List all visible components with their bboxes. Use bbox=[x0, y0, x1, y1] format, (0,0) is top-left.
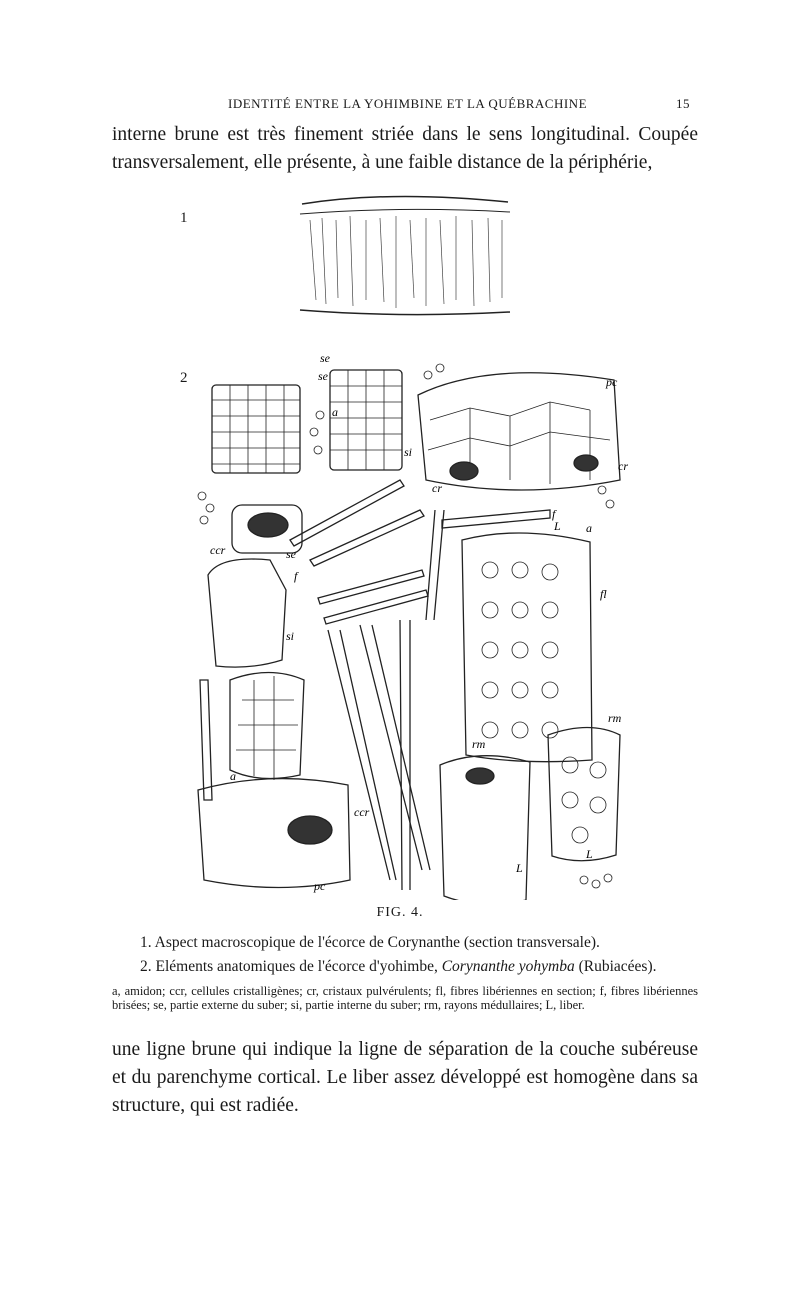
page-number: 15 bbox=[676, 96, 690, 111]
figure-annotation: si bbox=[404, 445, 413, 459]
figure-annotation: ccr bbox=[354, 805, 370, 819]
figure-annotation: si bbox=[286, 629, 295, 643]
figure-annotation: f bbox=[552, 507, 556, 521]
caption-item-2-prefix: 2. Eléments anatomiques de l'écorce d'yohimbe, bbox=[140, 958, 438, 975]
figure-legend: a, amidon; ccr, cellules cristalligènes; cr, cristaux pulvérulents; fl, fibres libériennes en section; f, fibres libériennes brisées; se, partie externe du suber; si, partie interne du suber; rm, rayons médullaires; L, liber. bbox=[112, 984, 698, 1012]
body-text-bottom: une ligne brune qui indique la ligne de séparation de la couche subéreuse et du parenchyme cortical. Le liber assez développé est homogène dans sa structure, qui est radiée. bbox=[112, 1039, 698, 1116]
caption-item-2-suffix: (Rubiacées). bbox=[578, 958, 657, 975]
figure-annotation: L bbox=[586, 847, 593, 861]
caption-item-2 bbox=[140, 958, 700, 976]
figure-annotation: se bbox=[318, 369, 328, 383]
figure-annotation: se bbox=[286, 547, 296, 561]
macroscopic-section-illustration bbox=[300, 196, 510, 314]
figure-annotation: cr bbox=[618, 459, 628, 473]
body-text-top: interne brune est très finement striée dans le sens longitudinal. Coupée transversalement, elle présente, à une faible distance de la périphérie, bbox=[112, 124, 698, 173]
figure-annotation: fl bbox=[600, 587, 607, 601]
caption-item-2-species: Corynanthe yohymba bbox=[441, 958, 575, 975]
figure-annotation: rm bbox=[608, 711, 622, 725]
figure-annotation: pc bbox=[314, 879, 326, 893]
figure-annotation: se bbox=[320, 351, 330, 365]
figure-annotation: pc bbox=[606, 375, 618, 389]
figure-annotation: ccr bbox=[210, 543, 226, 557]
figure-annotation: f bbox=[294, 569, 298, 583]
figure-panel-1-label: 1 bbox=[180, 210, 188, 226]
figure-panel-2-label: 2 bbox=[180, 370, 188, 386]
figure-annotation: rm bbox=[472, 737, 486, 751]
running-head-title: IDENTITÉ ENTRE LA YOHIMBINE ET LA QUÉBRACHINE bbox=[228, 96, 588, 111]
figure-annotation: a bbox=[332, 405, 338, 419]
caption-item-1: 1. Aspect macroscopique de l'écorce de Corynanthe (section transversale). bbox=[140, 934, 600, 951]
figure-annotation: a bbox=[230, 769, 236, 783]
figure-annotation: L bbox=[516, 861, 523, 875]
figure-annotation: cr bbox=[432, 481, 442, 495]
anatomical-figure bbox=[190, 180, 650, 900]
figure-annotation: L bbox=[554, 519, 561, 533]
figure-caption-title: FIG. 4. bbox=[376, 905, 424, 920]
figure-annotation: a bbox=[586, 521, 592, 535]
